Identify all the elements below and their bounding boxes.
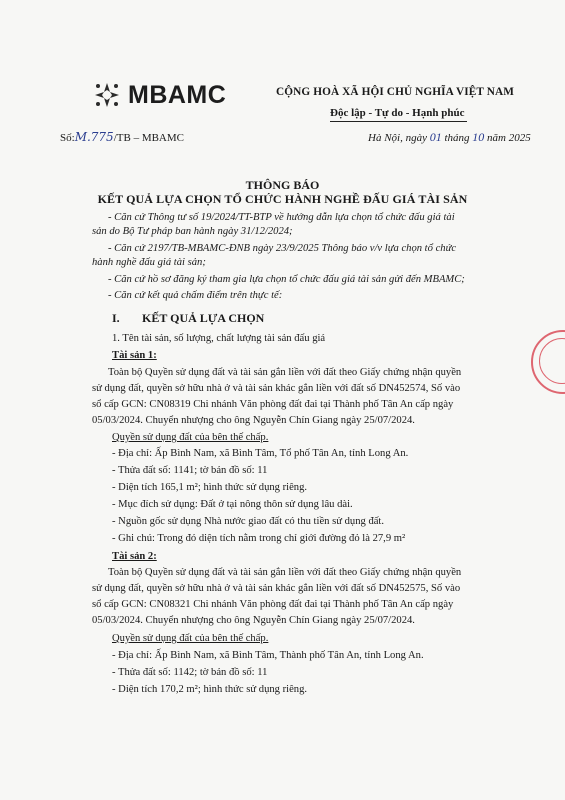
- place-date: [368, 130, 531, 145]
- asset-1-detail: - Diện tích 165,1 m²; hình thức sử dụng riêng.: [112, 482, 308, 493]
- asset-1-desc-line: 05/03/2024. Chuyển nhượng cho ông Nguyễn Chín Giang ngày 25/07/2024.: [92, 415, 415, 426]
- asset-1-detail: - Ghi chú: Trong đó diện tích nằm trong chỉ giới đường đỏ là 27,9 m²: [112, 533, 406, 544]
- mbamc-logo-icon: [92, 80, 122, 110]
- doc-number-handwritten: M.775: [74, 130, 114, 144]
- logo-text: MBAMC: [128, 80, 227, 109]
- asset-1-detail: - Nguồn gốc sử dụng Nhà nước giao đất có thu tiền sử dụng đất.: [112, 516, 385, 527]
- basis-line: sản do Bộ Tư pháp ban hành ngày 31/12/2024;: [92, 226, 293, 237]
- document-subtitle: KẾT QUẢ LỰA CHỌN TỔ CHỨC HÀNH NGHỀ ĐẤU GIÁ TÀI SẢN: [97, 192, 468, 206]
- subsection-heading: 1. Tên tài sản, số lượng, chất lượng tài sản đấu giá: [112, 333, 326, 344]
- basis-line: - Căn cứ Thông tư số 19/2024/TT-BTP về hướng dẫn lựa chọn tổ chức đấu giá tài: [108, 212, 455, 223]
- red-seal-stamp: [531, 330, 565, 394]
- national-motto: Độc lập - Tự do - Hạnh phúc: [330, 107, 465, 119]
- asset-2-detail: - Thửa đất số: 1142; tờ bản đồ số: 11: [112, 667, 268, 678]
- asset-1-desc-line: Toàn bộ Quyền sử dụng đất và tài sản gắn liền với đất theo Giấy chứng nhận quyền: [108, 367, 462, 378]
- asset-1-desc-line: sử dụng đất, quyền sở hữu nhà ở và tài sản khác gắn liền với đất số DN452574, Số vào: [92, 383, 461, 394]
- document-title: THÔNG BÁO: [245, 178, 320, 192]
- mbamc-logo: [92, 80, 226, 110]
- document-number: [60, 130, 184, 144]
- asset-2-owner-note: Quyền sử dụng đất của bên thế chấp.: [112, 633, 269, 644]
- year-label: năm 2025: [487, 132, 531, 144]
- asset-2-detail: - Địa chỉ: Ấp Bình Nam, xã Bình Tâm, Thành phố Tân An, tỉnh Long An.: [112, 650, 424, 661]
- date-month: 10: [472, 130, 485, 144]
- asset-2-label: Tài sản 2:: [112, 551, 157, 562]
- asset-1-owner-note: Quyền sử dụng đất của bên thế chấp.: [112, 432, 269, 443]
- asset-2-desc-line: sổ cấp GCN: CN08321 Chi nhánh Văn phòng đất đai tại Thành phố Tân An cấp ngày: [92, 599, 454, 610]
- doc-number-prefix: Số:: [60, 132, 75, 144]
- national-title: CỘNG HOÀ XÃ HỘI CHỦ NGHĨA VIỆT NAM: [276, 86, 515, 98]
- doc-number-suffix: /TB – MBAMC: [113, 132, 184, 144]
- asset-1-detail: - Thửa đất số: 1141; tờ bản đồ số: 11: [112, 465, 268, 476]
- asset-1-label: Tài sản 1:: [112, 350, 157, 361]
- basis-line: hành nghề đấu giá tài sản;: [92, 257, 206, 268]
- section-title: KẾT QUẢ LỰA CHỌN: [142, 311, 265, 325]
- place-prefix: Hà Nội, ngày: [368, 132, 427, 144]
- basis-line: - Căn cứ kết quả chấm điểm trên thực tế:: [108, 290, 283, 301]
- asset-2-desc-line: sử dụng đất, quyền sở hữu nhà ở và tài sản khác gắn liền với đất số DN452575, Số vào: [92, 583, 461, 594]
- asset-2-desc-line: Toàn bộ Quyền sử dụng đất và tài sản gắn liền với đất theo Giấy chứng nhận quyền: [108, 567, 462, 578]
- asset-1-detail: - Mục đích sử dụng: Đất ở tại nông thôn sử dụng lâu dài.: [112, 499, 353, 510]
- month-label: tháng: [444, 132, 470, 144]
- motto-underline: [330, 121, 467, 122]
- section-heading: [112, 311, 264, 326]
- asset-1-detail: - Địa chỉ: Ấp Bình Nam, xã Bình Tâm, Tổ phố Tân An, tỉnh Long An.: [112, 448, 409, 459]
- asset-1-desc-line: sổ cấp GCN: CN08319 Chi nhánh Văn phòng đất đai tại Thành phố Tân An cấp ngày: [92, 399, 454, 410]
- basis-line: - Căn cứ hồ sơ đăng ký tham gia lựa chọn tổ chức đấu giá tài sản gửi đến MBAMC;: [108, 274, 465, 285]
- asset-2-desc-line: 05/03/2024. Chuyển nhượng cho ông Nguyễn Chín Giang ngày 25/07/2024.: [92, 615, 415, 626]
- asset-2-detail: - Diện tích 170,2 m²; hình thức sử dụng riêng.: [112, 684, 308, 695]
- section-number: I.: [112, 311, 120, 325]
- basis-line: - Căn cứ 2197/TB-MBAMC-ĐNB ngày 23/9/2025 Thông báo v/v lựa chọn tổ chức: [108, 243, 457, 254]
- date-day: 01: [429, 130, 442, 144]
